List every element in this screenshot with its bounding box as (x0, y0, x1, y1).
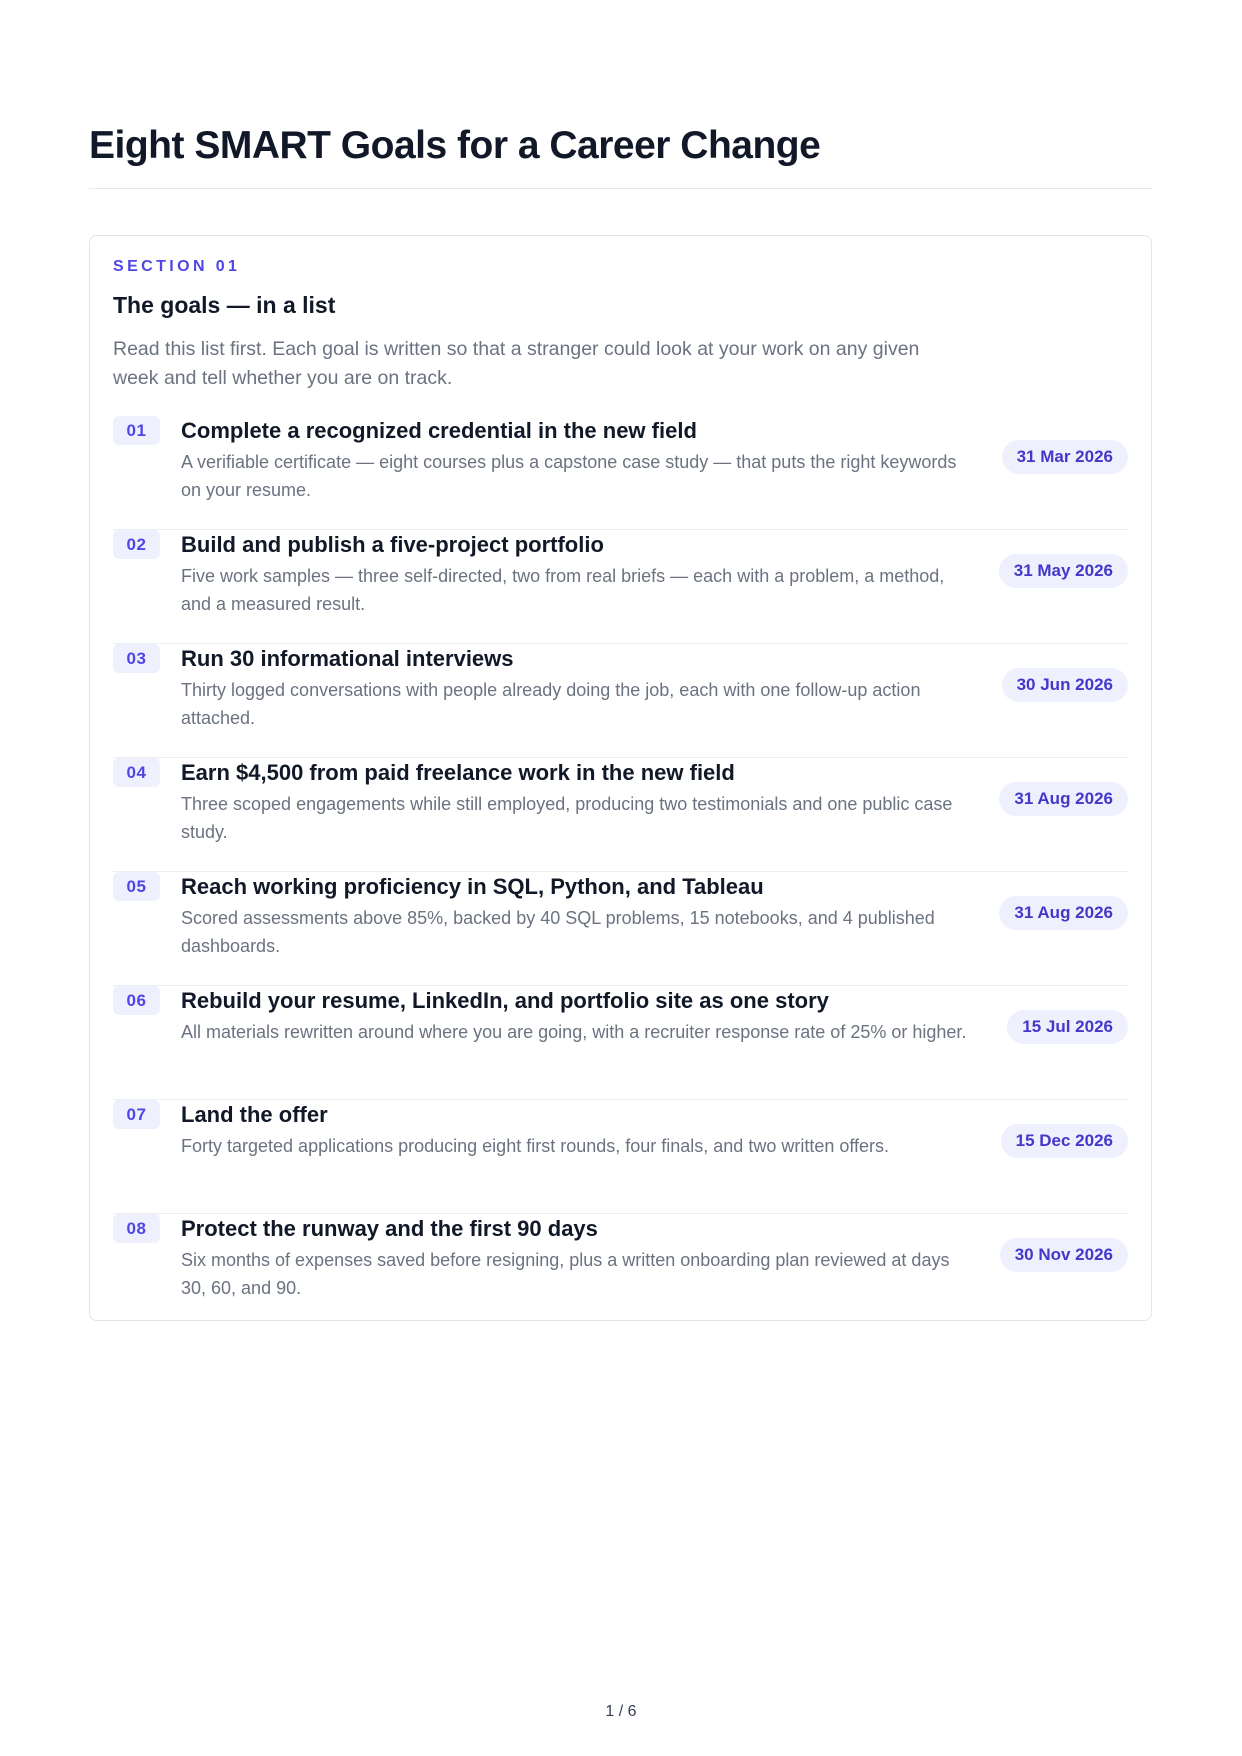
goal-date-badge: 31 Aug 2026 (999, 782, 1128, 816)
goal-number-badge: 06 (113, 986, 160, 1015)
goal-date-badge: 31 May 2026 (999, 554, 1128, 588)
goal-list (113, 416, 1128, 1327)
goal-number-badge: 02 (113, 530, 160, 559)
goal-date-badge: 30 Jun 2026 (1002, 668, 1128, 702)
goal-item (113, 1100, 1128, 1214)
goal-description: Three scoped engagements while still employed, producing two testimonials and one public case study. (181, 794, 953, 842)
goal-item (113, 644, 1128, 758)
section-eyebrow: SECTION 01 (113, 258, 241, 275)
goals-section-card (89, 235, 1152, 1321)
goal-item (113, 416, 1128, 530)
goal-item (113, 986, 1128, 1100)
goal-description: A verifiable certificate — eight courses plus a capstone case study — that puts the right keywords on your resume. (181, 452, 957, 500)
goal-number-badge: 01 (113, 416, 160, 445)
goal-description: Scored assessments above 85%, backed by 40 SQL problems, 15 notebooks, and 4 published dashboards. (181, 908, 935, 956)
goal-date-badge: 15 Jul 2026 (1007, 1010, 1128, 1044)
goal-description: All materials rewritten around where you are going, with a recruiter response rate of 25% or higher. (181, 1022, 967, 1042)
goal-title: Protect the runway and the first 90 days (181, 1216, 598, 1241)
goal-item (113, 530, 1128, 644)
goal-date-badge: 30 Nov 2026 (1000, 1238, 1128, 1272)
goal-number-badge: 08 (113, 1214, 160, 1243)
goal-title: Reach working proficiency in SQL, Python, and Tableau (181, 874, 764, 899)
goal-title: Land the offer (181, 1102, 328, 1127)
goal-description: Six months of expenses saved before resigning, plus a written onboarding plan reviewed at days 30, 60, and 90. (181, 1250, 950, 1298)
goal-item (113, 1214, 1128, 1327)
goal-item (113, 872, 1128, 986)
page-indicator: 1 / 6 (605, 1703, 637, 1720)
goal-item (113, 758, 1128, 872)
goal-description: Thirty logged conversations with people already doing the job, each with one follow-up action attached. (181, 680, 921, 728)
goal-title: Build and publish a five-project portfolio (181, 532, 604, 557)
section-title: The goals — in a list (113, 292, 336, 318)
goal-number-badge: 04 (113, 758, 160, 787)
goal-number-badge: 07 (113, 1100, 160, 1129)
document-title: Eight SMART Goals for a Career Change (89, 124, 821, 167)
goal-description: Five work samples — three self-directed, two from real briefs — each with a problem, a method, and a measured result. (181, 566, 945, 614)
section-intro: Read this list first. Each goal is written so that a stranger could look at your work on any given week and tell whether you are on track. (113, 338, 920, 389)
goal-description: Forty targeted applications producing eight first rounds, four finals, and two written offers. (181, 1136, 890, 1156)
goal-title: Earn $4,500 from paid freelance work in the new field (181, 760, 735, 785)
goal-number-badge: 03 (113, 644, 160, 673)
goal-date-badge: 31 Aug 2026 (999, 896, 1128, 930)
goal-title: Run 30 informational interviews (181, 646, 514, 671)
goal-title: Rebuild your resume, LinkedIn, and portfolio site as one story (181, 988, 829, 1013)
title-divider (89, 188, 1152, 189)
goal-date-badge: 15 Dec 2026 (1001, 1124, 1128, 1158)
goal-title: Complete a recognized credential in the new field (181, 418, 697, 443)
goal-date-badge: 31 Mar 2026 (1002, 440, 1128, 474)
goal-number-badge: 05 (113, 872, 160, 901)
